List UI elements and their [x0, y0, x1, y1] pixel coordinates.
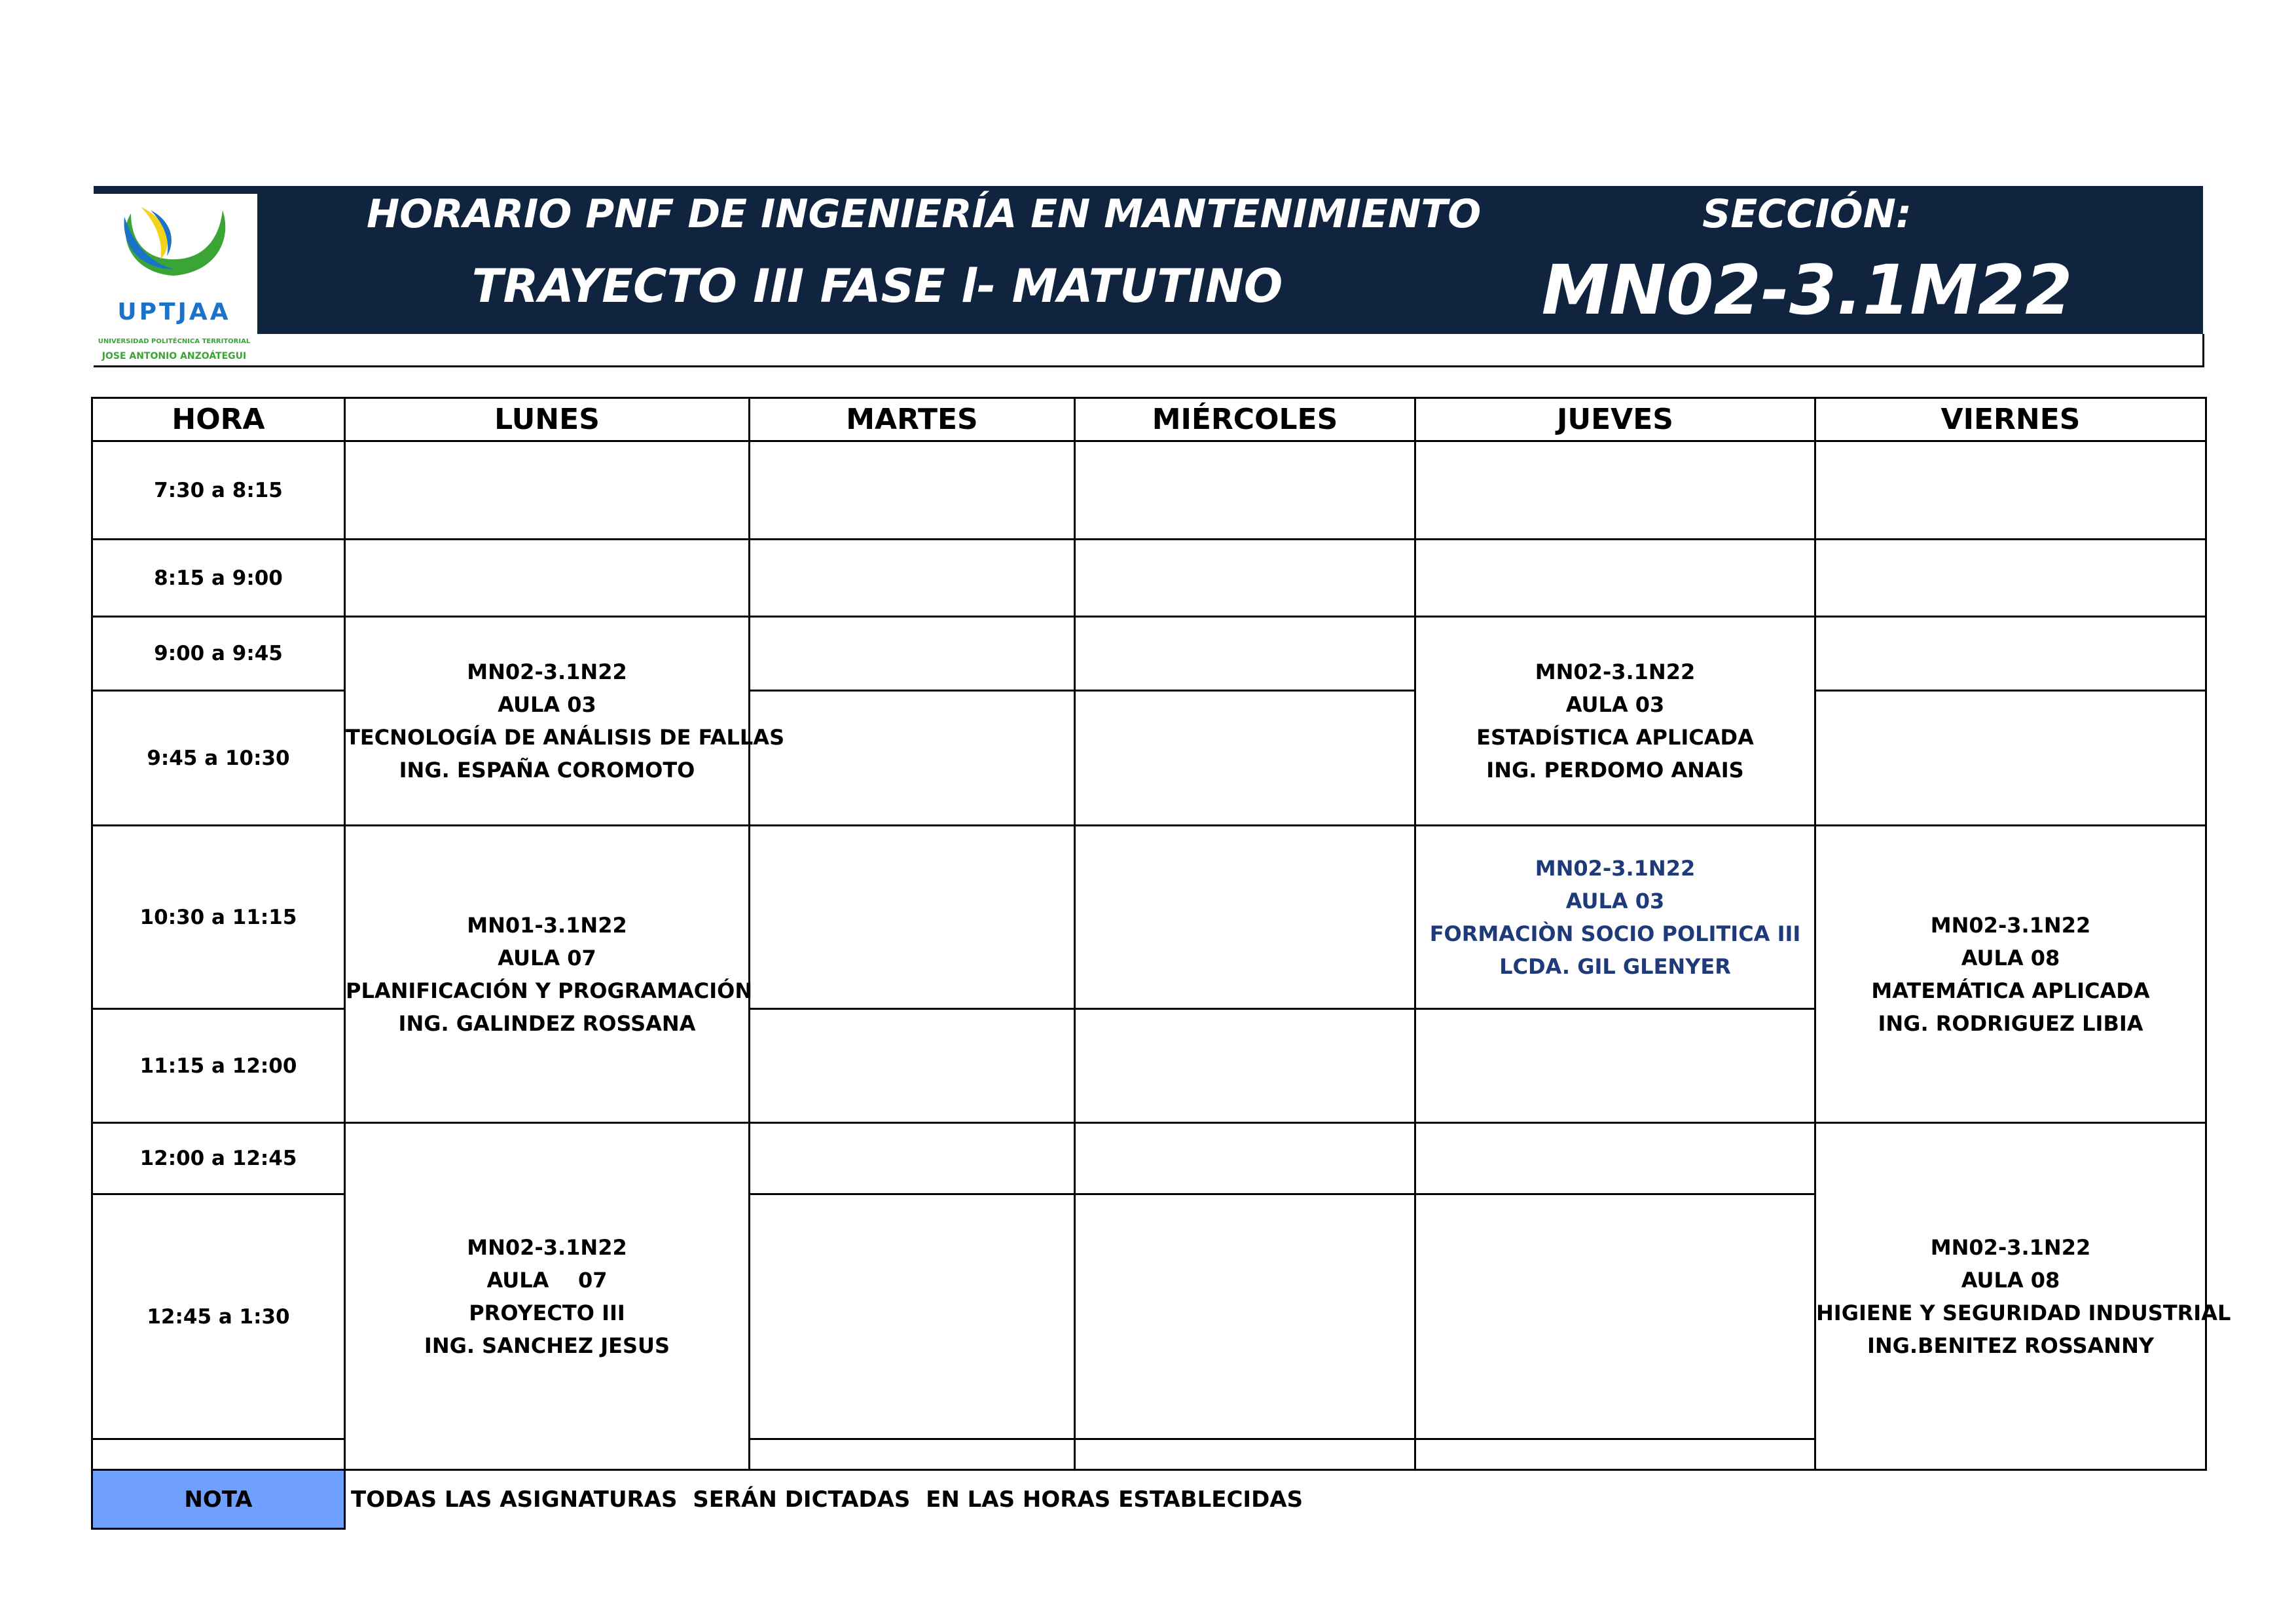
class-teacher: ING. SANCHEZ JESUS	[424, 1333, 670, 1358]
class-cell-jueves-1	[1415, 617, 1815, 826]
header-bottom-strip	[94, 334, 2204, 367]
class-cell-viernes-1	[1815, 826, 2206, 1123]
empty-cell	[1075, 1439, 1415, 1470]
class-code: MN02-3.1N22	[1930, 1234, 2091, 1260]
table-row	[92, 617, 2206, 691]
time-slot: 7:30 a 8:15	[92, 441, 345, 540]
empty-cell	[1415, 1123, 1815, 1194]
empty-cell	[1815, 691, 2206, 826]
empty-cell	[1075, 1009, 1415, 1123]
empty-cell	[1415, 1194, 1815, 1439]
class-teacher: LCDA. GIL GLENYER	[1499, 953, 1731, 979]
empty-cell	[1815, 540, 2206, 617]
time-slot: 12:45 a 1:30	[92, 1194, 345, 1439]
class-subject: PROYECTO III	[469, 1300, 625, 1325]
empty-cell	[1075, 826, 1415, 1009]
class-room: AULA 03	[1565, 692, 1665, 717]
table-row	[92, 441, 2206, 540]
class-teacher: ING. GALINDEZ ROSSANA	[398, 1010, 696, 1036]
column-header-miercoles: MIÉRCOLES	[1075, 398, 1415, 441]
empty-cell	[750, 1439, 1075, 1470]
empty-cell	[1075, 1123, 1415, 1194]
note-row	[92, 1470, 2206, 1529]
column-header-jueves: JUEVES	[1415, 398, 1815, 441]
empty-cell	[750, 441, 1075, 540]
empty-cell	[750, 826, 1075, 1009]
class-subject: ESTADÍSTICA APLICADA	[1476, 725, 1754, 750]
time-slot: 10:30 a 11:15	[92, 826, 345, 1009]
empty-cell	[750, 1194, 1075, 1439]
class-teacher: ING. PERDOMO ANAIS	[1486, 758, 1744, 783]
empty-cell	[750, 540, 1075, 617]
logo-subtitle-1: UNIVERSIDAD POLITÉCNICA TERRITORIAL	[98, 338, 251, 345]
class-cell-jueves-2	[1415, 826, 1815, 1009]
empty-cell	[1075, 617, 1415, 691]
table-row	[92, 826, 2206, 1009]
class-room: AULA 08	[1961, 1267, 2060, 1293]
empty-cell	[1075, 1194, 1415, 1439]
class-code: MN02-3.1N22	[1535, 659, 1696, 684]
empty-cell	[1075, 540, 1415, 617]
class-subject: PLANIFICACIÓN Y PROGRAMACIÓN	[346, 978, 753, 1003]
class-code: MN02-3.1N22	[1930, 912, 2091, 938]
schedule-subtitle: TRAYECTO III FASE l- MATUTINO	[471, 259, 1283, 313]
class-code: MN02-3.1N22	[467, 1234, 627, 1260]
empty-cell	[1815, 617, 2206, 691]
class-subject: HIGIENE Y SEGURIDAD INDUSTRIAL	[1816, 1300, 2231, 1325]
column-header-viernes: VIERNES	[1815, 398, 2206, 441]
note-text: TODAS LAS ASIGNATURAS SERÁN DICTADAS EN LAS HORAS ESTABLECIDAS	[351, 1486, 1303, 1513]
empty-cell	[750, 617, 1075, 691]
empty-cell	[750, 691, 1075, 826]
section-label: SECCIÓN:	[1702, 191, 1912, 237]
time-slot: 9:45 a 10:30	[92, 691, 345, 826]
table-row	[92, 1123, 2206, 1194]
header-row	[92, 398, 2206, 441]
class-cell-viernes-2	[1815, 1123, 2231, 1470]
empty-cell	[750, 1123, 1075, 1194]
empty-cell	[1415, 1439, 1815, 1470]
empty-cell	[92, 1439, 345, 1470]
uptjaa-logo	[92, 194, 257, 365]
note-label: NOTA	[92, 1470, 345, 1529]
class-teacher: ING.BENITEZ ROSSANNY	[1867, 1333, 2155, 1358]
empty-cell	[345, 540, 750, 617]
empty-cell	[1415, 441, 1815, 540]
empty-cell	[345, 441, 750, 540]
class-cell-lunes-2	[345, 826, 753, 1123]
table-row	[92, 540, 2206, 617]
class-code: MN01-3.1N22	[467, 912, 627, 938]
class-cell-lunes-3	[345, 1123, 750, 1470]
column-header-lunes: LUNES	[345, 398, 750, 441]
class-code: MN02-3.1N22	[467, 659, 627, 684]
class-teacher: ING. ESPAÑA COROMOTO	[399, 758, 695, 783]
time-slot: 9:00 a 9:45	[92, 617, 345, 691]
empty-cell	[1815, 441, 2206, 540]
section-code: MN02-3.1M22	[1541, 250, 2073, 330]
column-header-hora: HORA	[92, 398, 345, 441]
class-room: AULA 03	[498, 692, 596, 717]
class-subject: MATEMÁTICA APLICADA	[1871, 978, 2150, 1003]
empty-cell	[750, 1009, 1075, 1123]
class-code: MN02-3.1N22	[1535, 855, 1696, 881]
empty-cell	[1415, 540, 1815, 617]
empty-cell	[1415, 1009, 1815, 1123]
column-header-martes: MARTES	[750, 398, 1075, 441]
class-room: AULA 03	[1565, 888, 1665, 913]
class-subject: FORMACIÒN SOCIO POLITICA III	[1429, 921, 1801, 946]
schedule-title: HORARIO PNF DE INGENIERÍA EN MANTENIMIENTO	[367, 191, 1482, 237]
time-slot: 8:15 a 9:00	[92, 540, 345, 617]
class-cell-lunes-1	[345, 617, 785, 826]
class-room: AULA 08	[1961, 945, 2060, 970]
empty-cell	[1075, 441, 1415, 540]
class-subject: TECNOLOGÍA DE ANÁLISIS DE FALLAS	[346, 725, 785, 750]
class-room: AULA 07	[486, 1267, 608, 1293]
class-room: AULA 07	[498, 945, 596, 970]
class-teacher: ING. RODRIGUEZ LIBIA	[1878, 1010, 2143, 1036]
schedule-table	[91, 397, 2231, 1530]
empty-cell	[1075, 691, 1415, 826]
logo-subtitle-2: JOSE ANTONIO ANZOÁTEGUI	[101, 351, 247, 361]
time-slot: 11:15 a 12:00	[92, 1009, 345, 1123]
logo-name: UPTJAA	[117, 299, 231, 325]
time-slot: 12:00 a 12:45	[92, 1123, 345, 1194]
